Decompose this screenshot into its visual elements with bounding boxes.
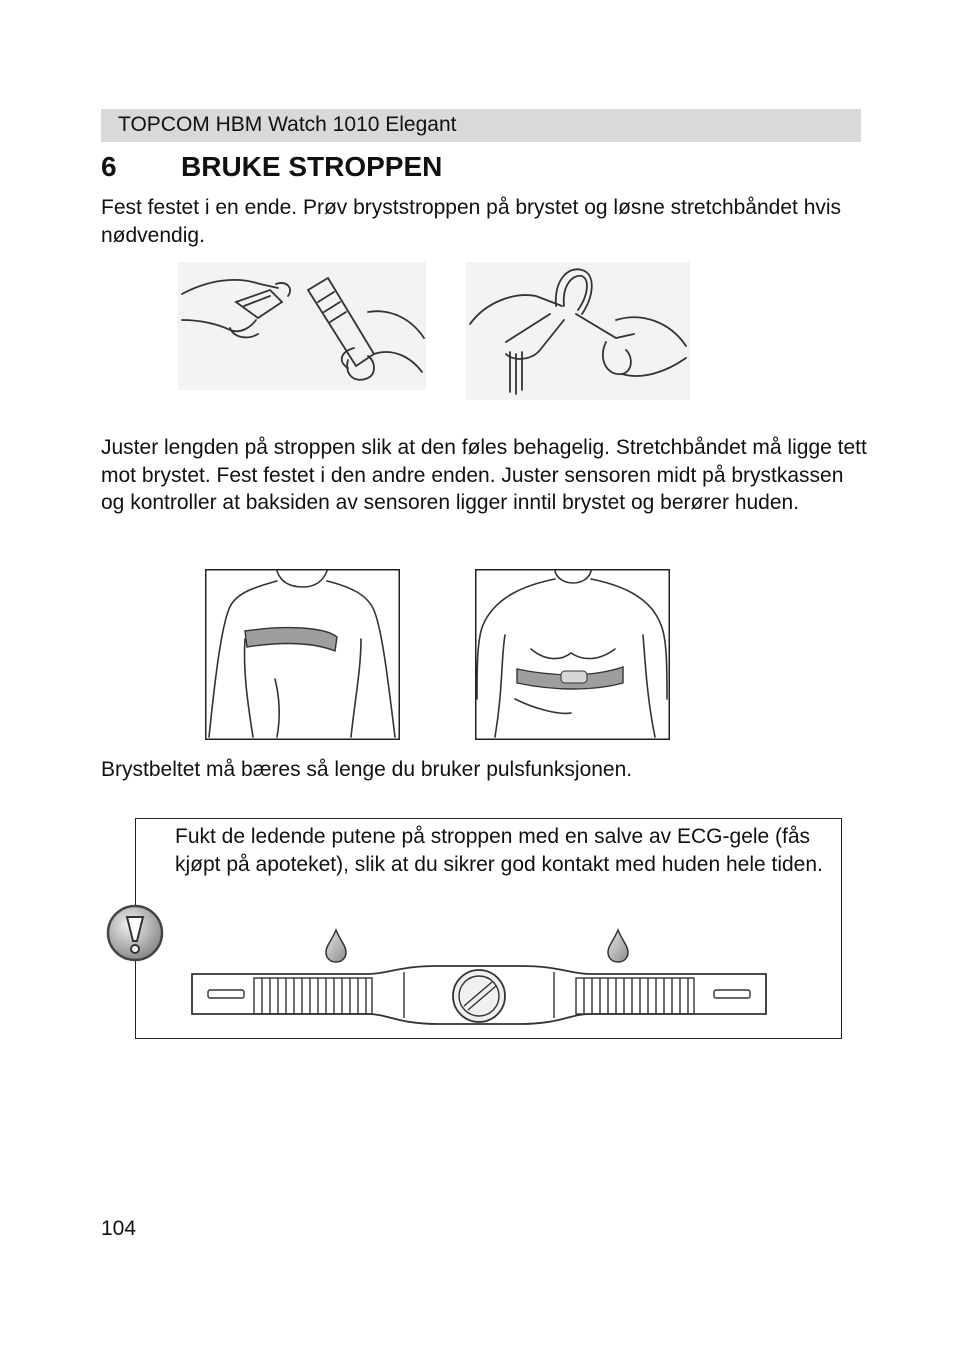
gel-drop-icon bbox=[606, 928, 630, 964]
back-view-illustration bbox=[205, 569, 400, 740]
gel-drop-icon bbox=[324, 928, 348, 964]
hands-fastening-illustration bbox=[178, 262, 426, 390]
hands-adjusting-illustration bbox=[466, 262, 690, 400]
paragraph-wear: Brystbeltet må bæres så lenge du bruker pulsfunksjonen. bbox=[101, 758, 633, 781]
page-number: 104 bbox=[101, 1217, 137, 1240]
section-title: BRUKE STROPPEN bbox=[181, 151, 443, 182]
header-title: TOPCOM HBM Watch 1010 Elegant bbox=[118, 113, 457, 136]
section-number: 6 bbox=[101, 151, 117, 182]
front-view-illustration bbox=[475, 569, 670, 740]
note-text: Fukt de ledende putene på stroppen med en salve av ECG-gele (fås kjøpt på apoteket), slik at du sikrer god kontakt med huden hele tiden. bbox=[175, 825, 823, 876]
exclamation-icon bbox=[105, 903, 165, 963]
paragraph-fasten: Fest festet i en ende. Prøv bryststroppen på brystet og løsne stretchbåndet hvis nødvendig. bbox=[101, 196, 842, 247]
chest-strap-illustration bbox=[188, 962, 770, 1028]
paragraph-adjust: Juster lengden på stroppen slik at den føles behagelig. Stretchbåndet må ligge tett mot brystet. Fest festet i den andre enden. Juster sensoren midt på brystkassen og kontroller at baksiden av sensoren ligger inntil brystet og berører huden. bbox=[101, 436, 867, 514]
